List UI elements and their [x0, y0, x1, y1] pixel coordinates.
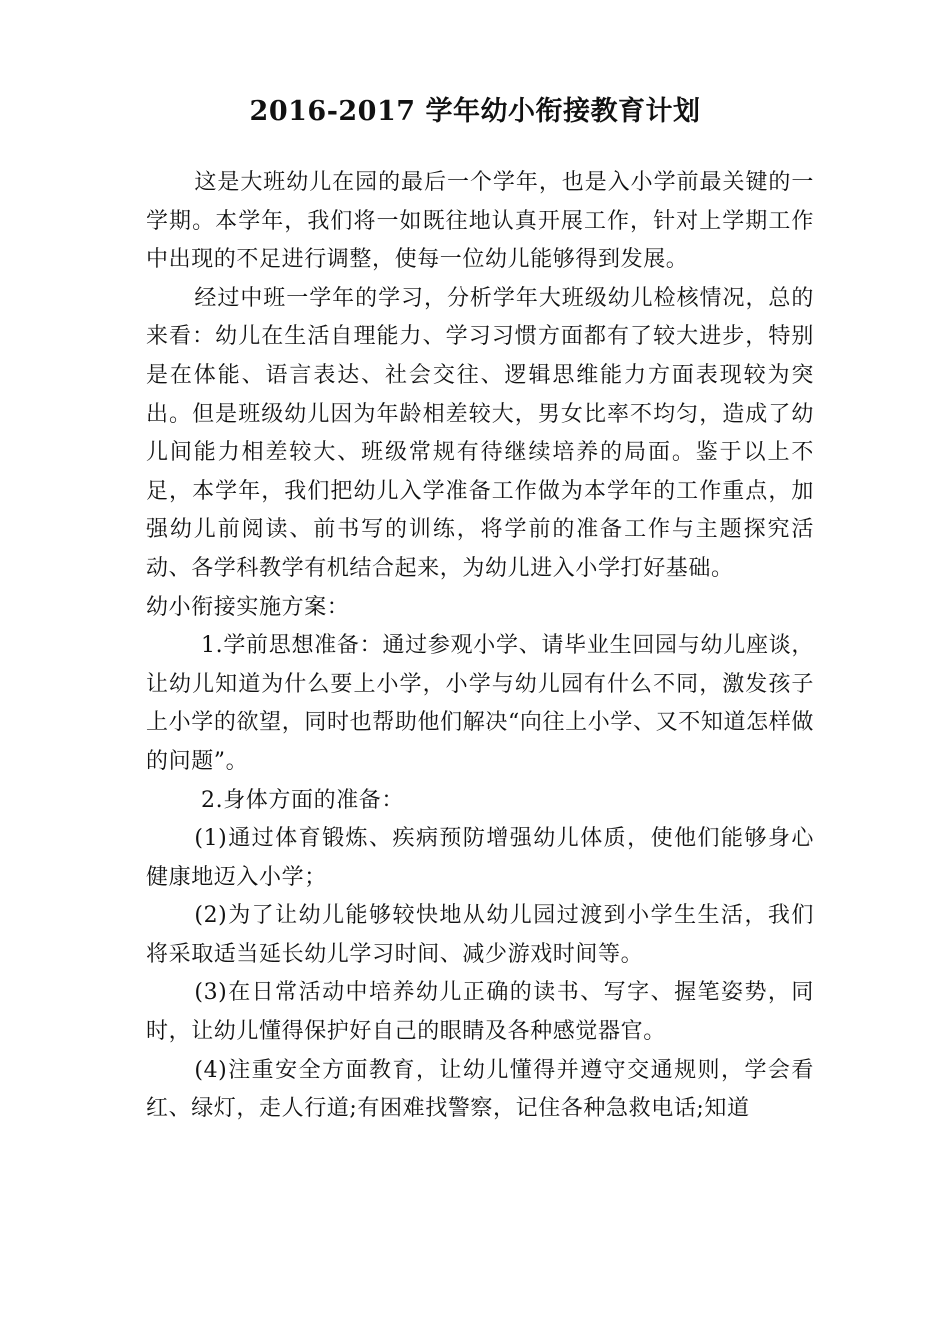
document-body [146, 164, 814, 1129]
paragraph-intro: 这是大班幼儿在园的最后一个学年，也是入小学前最关键的一学期。本学年，我们将一如既往地认真开展工作，针对上学期工作中出现的不足进行调整，使每一位幼儿能够得到发展。 [146, 170, 814, 273]
document-title: 2016-2017 学年幼小衔接教育计划 [249, 96, 701, 127]
list-item-physical-preparation: 2.身体方面的准备： [201, 787, 404, 813]
sub-item-2: (2)为了让幼儿能够较快地从幼儿园过渡到小学生生活，我们将采取适当延长幼儿学习时间、减少游戏时间等。 [146, 903, 814, 967]
sub-item-3: (3)在日常活动中培养幼儿正确的读书、写字、握笔姿势，同时，让幼儿懂得保护好自己的眼睛及各种感觉器官。 [146, 980, 814, 1045]
sub-item-1: (1)通过体育锻炼、疾病预防增强幼儿体质，使他们能够身心健康地迈入小学； [146, 826, 814, 890]
list-item-mental-preparation: 1.学前思想准备：通过参观小学、请毕业生回园与幼儿座谈，让幼儿知道为什么要上小学，小学与幼儿园有什么不同，激发孩子上小学的欲望，同时也帮助他们解决“向往上小学、又不知道怎样做的问题”。 [146, 633, 814, 774]
paragraph-analysis: 经过中班一学年的学习，分析学年大班级幼儿检核情况，总的来看：幼儿在生活自理能力、学习习惯方面都有了较大进步，特别是在体能、语言表达、社会交往、逻辑思维能力方面表现较为突出。但是班级幼儿因为年龄相差较大，男女比率不均匀，造成了幼儿间能力相差较大、班级常规有待继续培养的局面。鉴于以上不足，本学年，我们把幼儿入学准备工作做为本学年的工作重点，加强幼儿前阅读、前书写的训练，将学前的准备工作与主题探究活动、各学科教学有机结合起来，为幼儿进入小学打好基础。 [146, 285, 814, 581]
section-heading-plan: 幼小衔接实施方案： [146, 594, 350, 620]
sub-item-4: (4)注重安全方面教育，让幼儿懂得并遵守交通规则，学会看红、绿灯，走人行道;有困难找警察，记住各种急救电话;知道 [146, 1057, 814, 1122]
